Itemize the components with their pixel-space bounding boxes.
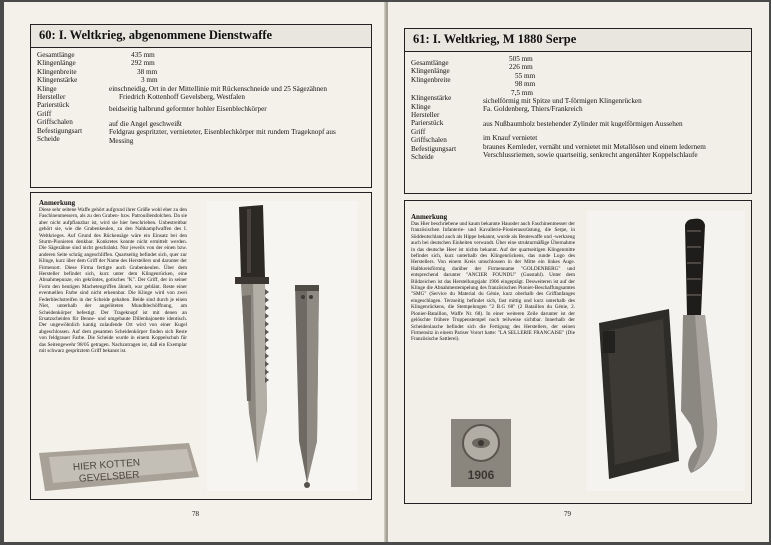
serpe-photo [587,211,745,491]
bayonet-photo [207,201,357,491]
left-note-text: Diese sehr seltene Waffe gehört aufgrund ihrer Größe wohl eher zu den Faschinenmessern, als zu den Graben- bzw. Patrouillendolchen. Da sie aber nicht aufpflanzbar ist, wird sie hier beschrieben. Unbestreitbar gehört sie, wie die Grabenkeulen, zu den Nahkampfwaffen des I. Weltkrieges. Auf Grund des Rückensäge wäre ein Einsatz bei den Sturm-Pionieren denkbar. Konkretes konnte nicht ermittelt werden. Die Sägezähne sind nicht geschränkt. Nur jeweils von der einen bzw. anderen Seite schräg angeschliffen. Quartseitig befindet sich, quer zur Klinge, kurz über dem Griff der Name des Herstellers und darunter der Firmenort. Diese Firma fertigte auch Grabenkeulen. Über dem Hersteller befindet sich, kurz unter dem Klingenrücken, eine Abnahmepunze, ein gekröntes, gotisches "K". Der Griff, der in seiner Form den heutigen Machetengriffen ähnelt, war geblänt. Reste einer eventuellen Farbe sind nicht erkennbar. Die Klinge wird von zwei Federblechstreifen in der Scheide gehalten. Beide sind durch je einen Niet, unterhalb der angelöteten Mundblechöffnung, am Scheidenkörper befestigt. Der Trageknopf ist mit denen an Ersatzscheiden für Benne- und umgebaute Dillenbajonette identisch. Der ungewöhnlich kantig zulaufende Ort wird von einer Kugel abgeschlossen. Auf dem gesamten Scheidenkörper finden sich Reste von feldgrauer Farbe. Die Scheide wurde in einem Koppelschuh für das Seitengewehr 98/05 getragen. Nachzutragen ist, daß ein Exemplar mit schwarz gespritztem Griff bekannt ist. [39,207,187,354]
label: Klingenstärke [411,94,452,103]
left-page-number: 78 [192,510,199,518]
label: Klinge [37,84,57,93]
label: Hersteller [37,93,66,102]
value: einschneidig, Ort in der Mittellinie mit Rückenschneide und 25 Sägezähnen [109,84,327,93]
value: 38 mm [137,67,158,76]
label: Klingenstärke [37,76,78,85]
label: Scheide [37,135,60,144]
value: aus Nußbaumholz bestehender Zylinder mit kugelförmigen Aussehen [483,119,683,128]
value: 292 mm [131,59,155,68]
value: 98 mm [515,80,536,89]
right-title-bar [405,29,751,52]
right-page-number: 79 [564,510,571,518]
label: Befestigungsart [37,126,83,135]
value: 3 mm [141,76,158,85]
stamp-line-2: GEVELSBER [78,469,140,485]
value: beidseitig halbrund geformter hohler Eisenblechkörper [109,105,267,114]
label: Scheide [411,153,434,162]
label: Klingenbreite [411,75,451,84]
value: Messing [109,136,134,145]
label: Griff [411,127,426,136]
stamp-line-1: HIER KOTTEN [72,457,141,474]
value: Feldgrau gespritzter, vernieteter, Eisenblechkörper mit rundem Trageknopf aus [109,128,336,137]
label: Parierstück [37,101,70,110]
maker-stamp-photo [39,441,199,493]
right-note-box [404,200,752,504]
value: Friedrich Kottenhoff Gevelsberg, Westfalen [119,93,245,102]
label: Hersteller [411,111,440,120]
label: Klinge [411,102,431,111]
book-spread [4,2,769,542]
maker-logo-photo [451,419,511,487]
value: braunes Kernleder, vernäht und vernietet mit Metallösen und einem ledernem [483,142,706,151]
label: Befestigungsart [411,144,457,153]
label: Griff [37,109,52,118]
left-note-box [30,192,372,500]
value: 7,5 mm [511,88,533,97]
right-labels [411,59,456,161]
left-spec-box [30,24,372,188]
left-title: 60: I. Weltkrieg, abgenommene Dienstwaffe [39,28,273,42]
left-note-heading: Anmerkung [39,199,76,207]
label: Gesamtlänge [411,59,449,67]
value: sichelförmig mit Spitze und T-förmigen Klingenrücken [483,97,642,106]
right-title: 61: I. Weltkrieg, M 1880 Serpe [413,32,577,46]
label: Klingenlänge [411,67,450,76]
right-values [483,55,706,159]
value: 226 mm [509,63,533,72]
value: im Knauf vernietet [483,134,538,143]
value: Verschlussriemen, sowie quartseitig, senkrecht angenähter Koppelschlaufe [483,151,698,160]
left-values [109,51,336,145]
left-title-bar [31,25,371,48]
right-page [388,2,769,542]
value: 435 mm [131,51,155,59]
label [411,84,456,94]
right-note-text: Das Hier beschriebene und kaum bekannte Hauoder auch Faschinenmesser der französischen Infanterie- und Kavallerie-Pionierausrüstung, die Serpe, in Süddeutschland auch als Hippe bekannt, wurde als Beutewaffe und -werkzeug auch bei deutschen Einheiten verwandt. Über eine strukturmäßige Übernahme in das deutsche Heer ist nichts bekannt. Auf der quartseitigen Klingenmitte befindet sich, kurz unterhalb des Klingenrückens, das runde Logo des Herstellers. Von einem Kreis umschlossen in der Mitte ein linkes Auge. Halbkreisförmig darüber der Firmenname "GOLDENBERG" und entsprechend darunter "ANCIER FOUNDU" (Gusstahl). Unter dem Bildzeichen ist das Herstellungsjahr 1906 eingeprägt. Desweiteren ist auf der Klinge die Abnahmestempelung des französischen Pionier-Beschaffungsamtes "SMG" (Service du Material du Génie, kurz oberhalb des Griffanfanges eingeschlagen. Terzseitig befindet sich, fast mittig und kurz unterhalb des Klingenrückens, die Stempelungen "2 B.G 68" (2 Bataillon du Génie, 2. Pionier-Bataillon, Waffe Nr. 68). In einer weiteren Zeile darunter ist der gelöschte frühere Truppenstempel noch teilweise sichtbar. Innerhalb der Scheidenlasche befindet sich die Fertigung des Herstellers, der seinen Firmensitz in einem Pariser Vorort hatte: "LA SELLERIE FRANCAISE" (Die Französische Sattlerei). [411,221,575,343]
label: Parierstück [411,119,444,128]
left-page [4,2,386,542]
right-spec-box [404,28,752,194]
value: 55 mm [515,71,536,80]
stamp-year: 1906 [467,468,495,482]
left-labels [37,51,82,143]
value: 505 mm [509,55,533,63]
label: Klingenlänge [37,59,76,68]
value: Fa. Goldenberg, Thiers/Frankreich [483,105,583,114]
label: Gesamtlänge [37,51,75,59]
label: Griffschalen [411,136,447,145]
right-note-heading: Anmerkung [411,213,448,221]
label: Griffschalen [37,118,73,127]
value: auf die Angel geschweißt [109,119,182,128]
label: Klingenbreite [37,67,77,76]
